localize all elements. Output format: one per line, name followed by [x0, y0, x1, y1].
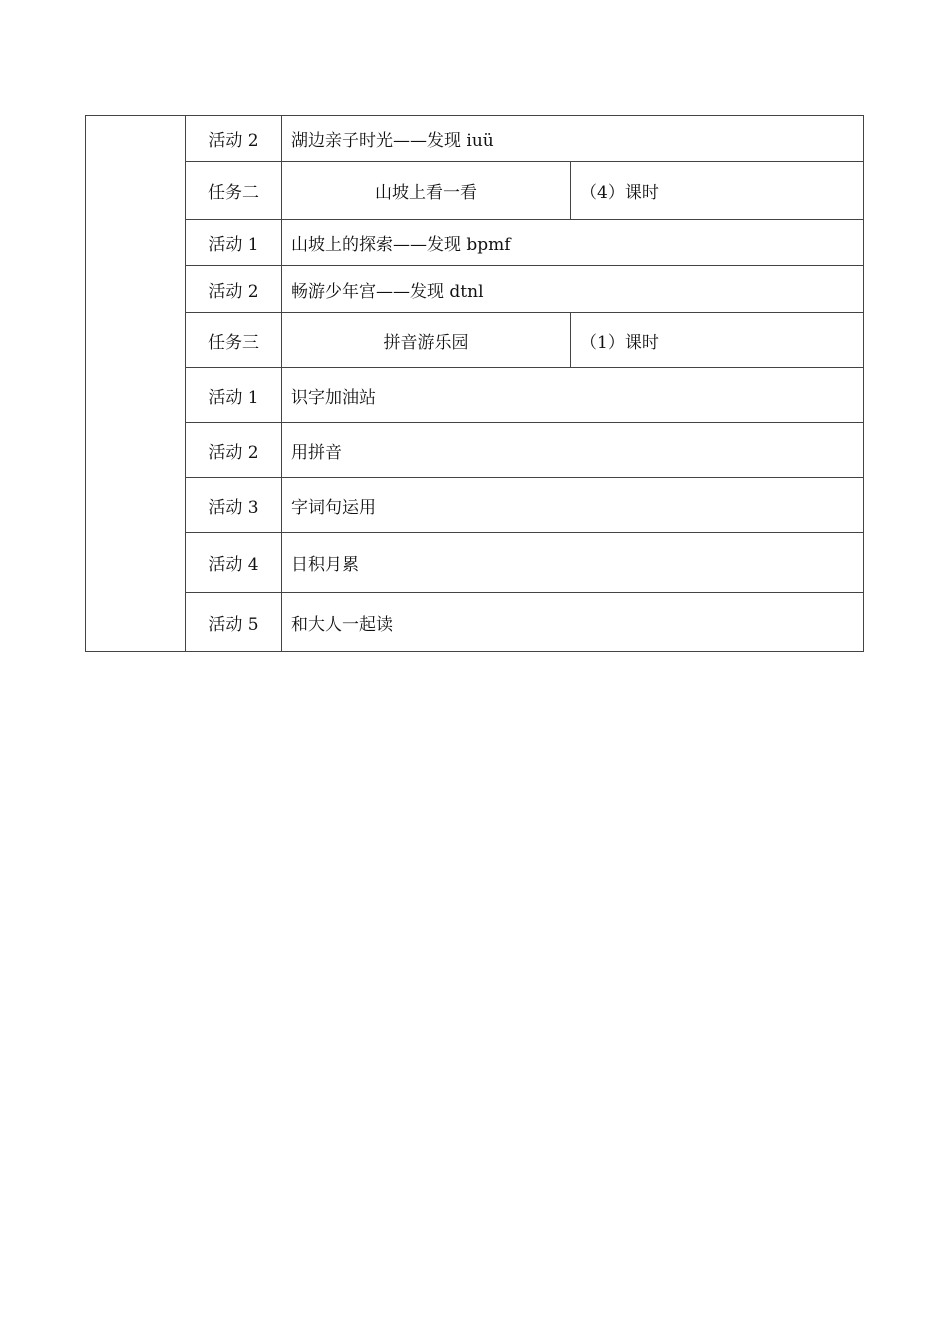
table-row	[86, 423, 864, 478]
activity-content: 和大人一起读	[282, 593, 864, 652]
table-row	[86, 162, 864, 220]
row-label: 活动 2	[186, 423, 282, 478]
row-label: 活动 1	[186, 220, 282, 266]
activity-content: 畅游少年宫——发现 dtnl	[282, 266, 864, 313]
activity-content: 湖边亲子时光——发现 iuü	[282, 116, 864, 162]
table-row	[86, 116, 864, 162]
activity-content: 识字加油站	[282, 368, 864, 423]
table-row	[86, 368, 864, 423]
row-label: 活动 1	[186, 368, 282, 423]
task-title: 拼音游乐园	[282, 313, 571, 368]
row-label: 任务二	[186, 162, 282, 220]
activity-content: 山坡上的探索——发现 bpmf	[282, 220, 864, 266]
table-row	[86, 593, 864, 652]
row-label: 活动 5	[186, 593, 282, 652]
table-row	[86, 533, 864, 593]
activity-content: 日积月累	[282, 533, 864, 593]
table-row	[86, 478, 864, 533]
lesson-plan-table	[85, 115, 864, 652]
row-label: 任务三	[186, 313, 282, 368]
activity-content: 字词句运用	[282, 478, 864, 533]
task-title: 山坡上看一看	[282, 162, 571, 220]
table-row	[86, 266, 864, 313]
task-hours: （1）课时	[571, 313, 864, 368]
row-label: 活动 4	[186, 533, 282, 593]
empty-merged-cell	[86, 116, 186, 652]
table-row	[86, 313, 864, 368]
task-hours: （4）课时	[571, 162, 864, 220]
table-row	[86, 220, 864, 266]
activity-content: 用拼音	[282, 423, 864, 478]
row-label: 活动 2	[186, 266, 282, 313]
row-label: 活动 2	[186, 116, 282, 162]
row-label: 活动 3	[186, 478, 282, 533]
